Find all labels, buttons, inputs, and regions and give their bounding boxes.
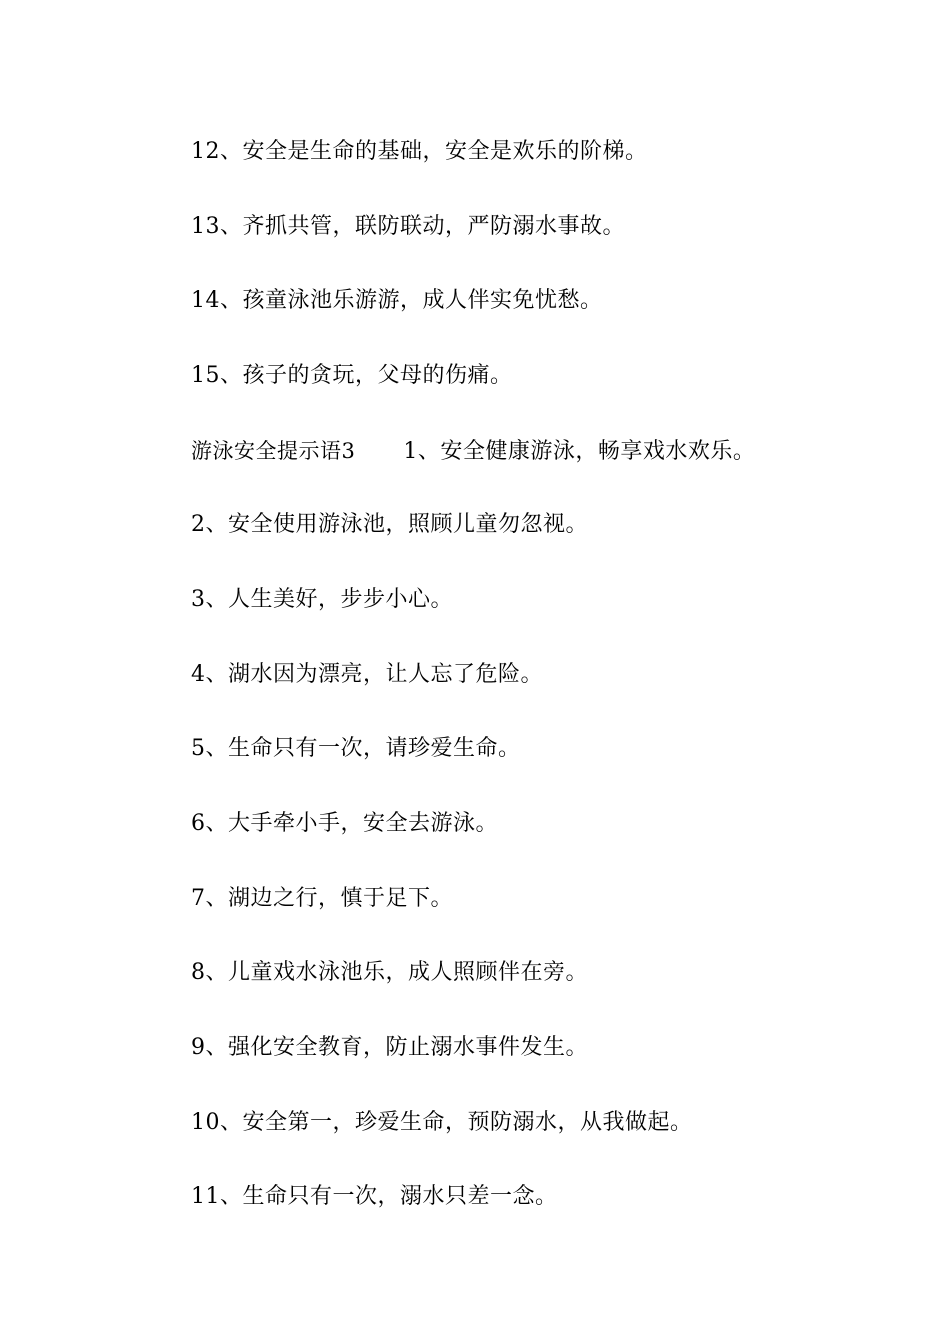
slogan-line-14: 14、孩童泳池乐游游，成人伴实免忧愁。 xyxy=(191,288,603,313)
slogan-line-15: 15、孩子的贪玩，父母的伤痛。 xyxy=(191,363,513,388)
slogan-line-6: 6、大手牵小手，安全去游泳。 xyxy=(191,811,498,836)
slogan-line-10: 10、安全第一，珍爱生命，预防溺水，从我做起。 xyxy=(191,1110,693,1135)
slogan-line-9: 9、强化安全教育，防止溺水事件发生。 xyxy=(191,1035,588,1060)
slogan-line-5: 5、生命只有一次，请珍爱生命。 xyxy=(191,736,521,761)
slogan-line-8: 8、儿童戏水泳池乐，成人照顾伴在旁。 xyxy=(191,960,588,985)
slogan-line-3: 3、人生美好，步步小心。 xyxy=(191,587,453,612)
slogan-line-7: 7、湖边之行，慎于足下。 xyxy=(191,886,453,911)
section-heading: 游泳安全提示语3 xyxy=(191,439,356,463)
section-heading-row xyxy=(191,436,755,466)
slogan-line-13: 13、齐抓共管，联防联动，严防溺水事故。 xyxy=(191,214,625,239)
slogan-line-12: 12、安全是生命的基础，安全是欢乐的阶梯。 xyxy=(191,139,648,164)
slogan-line-4: 4、湖水因为漂亮，让人忘了危险。 xyxy=(191,662,543,687)
slogan-line-11: 11、生命只有一次，溺水只差一念。 xyxy=(191,1184,558,1209)
slogan-line-2: 2、安全使用游泳池，照顾儿童勿忽视。 xyxy=(191,512,588,537)
slogan-line-1: 1、安全健康游泳，畅享戏水欢乐。 xyxy=(403,439,756,464)
